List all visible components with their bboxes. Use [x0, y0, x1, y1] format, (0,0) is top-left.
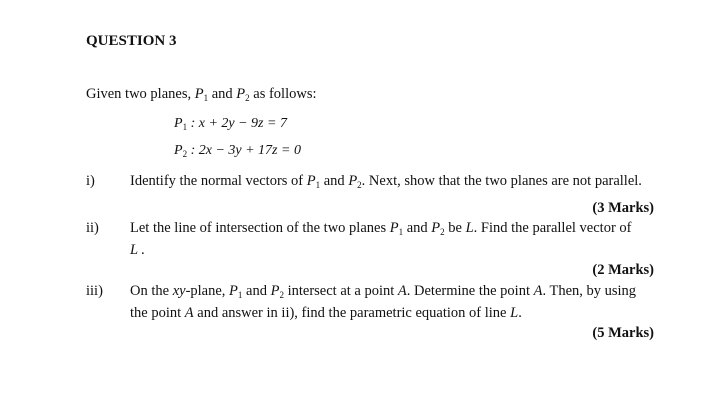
part-text-continuation	[130, 242, 654, 259]
part-text-segment: . Next, show that the two planes are not parallel.	[361, 173, 642, 189]
plane-subscript: 2	[279, 290, 284, 300]
part-text-segment: and	[320, 173, 349, 189]
plane-subscript: 2	[440, 227, 445, 237]
plane-symbol: P	[306, 173, 316, 189]
question-title: QUESTION 3	[86, 33, 177, 49]
plane-symbol: P	[389, 220, 399, 236]
part-text-segment: . Find the parallel vector of	[473, 220, 632, 236]
intro-sentence	[86, 86, 317, 103]
part-text-segment: .	[518, 305, 522, 321]
part-text-segment: and	[242, 283, 271, 299]
line-symbol: L .	[130, 242, 146, 258]
plane-symbol: P	[229, 283, 238, 299]
part-text-segment: On the	[130, 283, 173, 299]
marks-label: (2 Marks)	[592, 262, 654, 278]
part-text-segment: Let the line of intersection of the two planes	[130, 220, 390, 236]
plane-symbol: P	[194, 86, 204, 102]
marks-label: (3 Marks)	[592, 200, 654, 216]
plane-subscript: 2	[357, 180, 362, 190]
part-text-segment: the point	[130, 305, 185, 321]
plane-subscript: 1	[203, 93, 209, 103]
part-text-segment: . Then, by using	[542, 283, 637, 299]
plane-subscript: 1	[315, 180, 321, 190]
part-text-segment: be	[444, 220, 466, 236]
point-symbol: A	[397, 283, 407, 299]
equation-body: : x + 2y − 9z = 7	[187, 116, 287, 131]
plane-subscript: 1	[398, 227, 404, 237]
part-number: ii)	[86, 220, 99, 236]
intro-text: and	[208, 86, 237, 102]
intro-text: as follows:	[249, 86, 317, 102]
point-symbol: A	[533, 283, 543, 299]
plane-subscript: 1	[182, 122, 188, 132]
part-text-segment: and	[403, 220, 432, 236]
part-text	[130, 283, 654, 300]
line-symbol: L	[510, 305, 519, 321]
plane-subscript: 2	[245, 93, 250, 103]
equation-plane-2	[174, 143, 301, 159]
part-text	[130, 220, 654, 237]
part-text-segment: Identify the normal vectors of	[130, 173, 307, 189]
plane-symbol: P	[236, 86, 246, 102]
part-text-segment: intersect at a point	[283, 283, 398, 299]
equation-plane-1	[174, 116, 287, 132]
plane-subscript: 1	[237, 290, 243, 300]
point-symbol: A	[184, 305, 194, 321]
intro-text: Given two planes,	[86, 86, 195, 102]
part-text-continuation	[130, 305, 654, 322]
plane-symbol: P	[431, 220, 441, 236]
marks-label: (5 Marks)	[592, 325, 654, 341]
plane-symbol: P	[348, 173, 358, 189]
plane-symbol: P	[174, 143, 183, 158]
part-text-segment: . Determine the point	[406, 283, 534, 299]
part-text	[130, 173, 654, 190]
part-number: iii)	[86, 283, 103, 299]
line-symbol: L	[465, 220, 474, 236]
plane-symbol: P	[174, 116, 183, 131]
part-text-segment: and answer in ii), find the parametric equation of line	[193, 305, 511, 321]
plane-subscript: 2	[182, 149, 188, 159]
plane-name: xy	[172, 283, 186, 299]
part-text-segment: -plane,	[185, 283, 230, 299]
part-number: i)	[86, 173, 95, 189]
plane-symbol: P	[270, 283, 280, 299]
equation-body: : 2x − 3y + 17z = 0	[187, 143, 301, 158]
